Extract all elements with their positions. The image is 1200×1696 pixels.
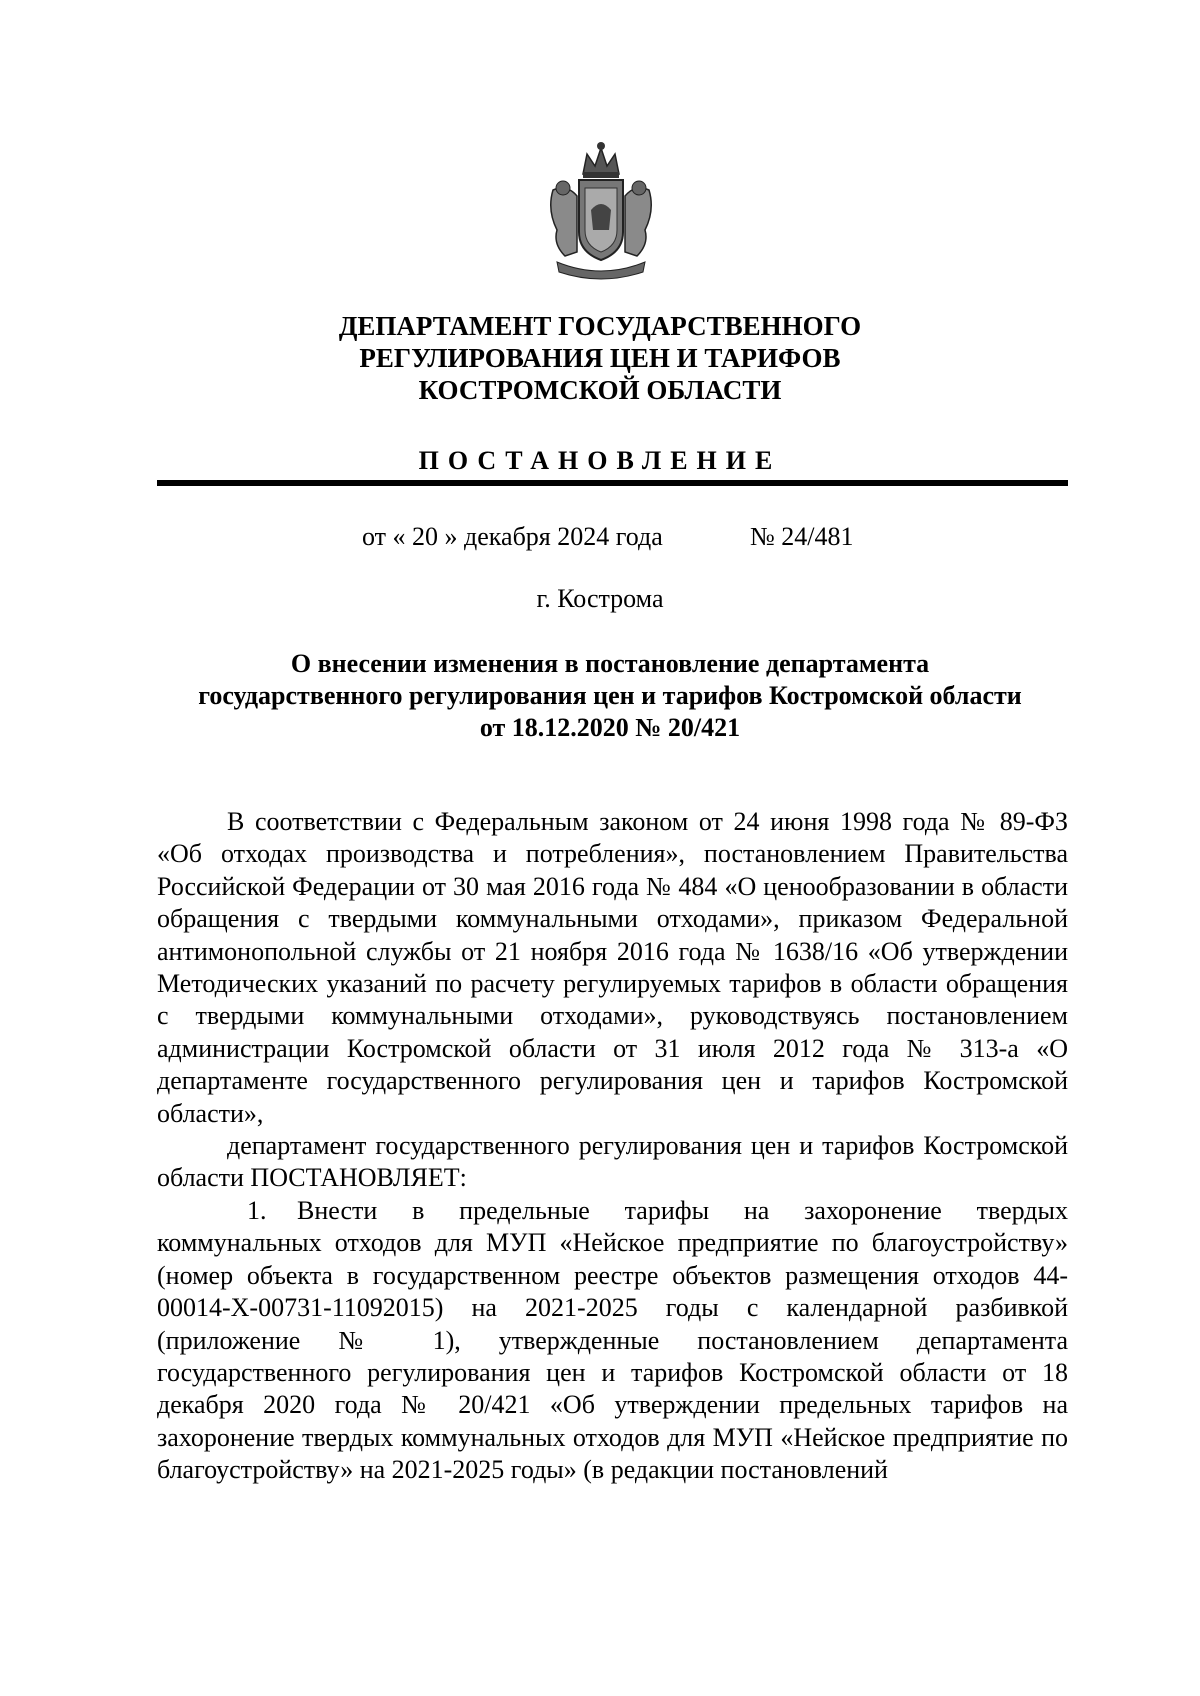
document-number: № 24/481 [750, 522, 854, 551]
department-line-1: ДЕПАРТАМЕНТ ГОСУДАРСТВЕННОГО [338, 311, 862, 341]
title-line-3: от 18.12.2020 № 20/421 [479, 713, 741, 742]
resolution-paragraph: департамент государственного регулирования цен и тарифов Костромской области ПОСТАНОВЛЯЕТ: [157, 1131, 1068, 1193]
item-1-number: 1. [247, 1195, 267, 1225]
department-line-3: КОСТРОМСКОЙ ОБЛАСТИ [418, 375, 782, 405]
title-line-2: государственного регулирования цен и тарифов Костромской области [198, 681, 1022, 710]
department-line-2: РЕГУЛИРОВАНИЯ ЦЕН И ТАРИФОВ [359, 343, 841, 373]
document-type: ПОСТАНОВЛЕНИЕ [418, 446, 782, 475]
item-1-text: Внести в предельные тарифы на захоронение твердых коммунальных отходов для МУП «Нейское предприятие по благоустройству» (номер объекта в государственном реестре объектов размещения отходов 44-00014-Х-00731-11092015) на 2021-2025 годы с календарной разбивкой (приложение № 1), утвержденные постановлением департамента государственного регулирования цен и тарифов Костромской области от 18 декабря 2020 года № 20/421 «Об утверждении предельных тарифов на захоронение твердых коммунальных отходов для МУП «Нейское предприятие по благоустройству» на 2021-2025 годы» (в редакции постановлений [157, 1195, 1068, 1485]
header-divider [157, 480, 1068, 486]
item-1-paragraph [157, 1195, 1068, 1487]
coat-of-arms-icon [543, 140, 659, 280]
document-city: г. Кострома [536, 584, 664, 613]
preamble-paragraph: В соответствии с Федеральным законом от 24 июня 1998 года № 89-ФЗ «Об отходах производства и потребления», постановлением Правительства Российской Федерации от 30 мая 2016 года № 484 «О ценообразовании в области обращения с твердыми коммунальными отходами», приказом Федеральной антимонопольной службы от 21 ноября 2016 года № 1638/16 «Об утверждении Методических указаний по расчету регулируемых тарифов в области обращения с твердыми коммунальными отходами», руководствуясь постановлением администрации Костромской области от 31 июля 2012 года № 313-а «О департаменте государственного регулирования цен и тарифов Костромской области», [157, 807, 1068, 1128]
document-body [157, 806, 1068, 1487]
title-line-1: О внесении изменения в постановление департамента [290, 649, 930, 678]
document-title [140, 648, 1080, 744]
department-name [0, 310, 1200, 406]
document-date: от « 20 » декабря 2024 года [362, 522, 663, 551]
